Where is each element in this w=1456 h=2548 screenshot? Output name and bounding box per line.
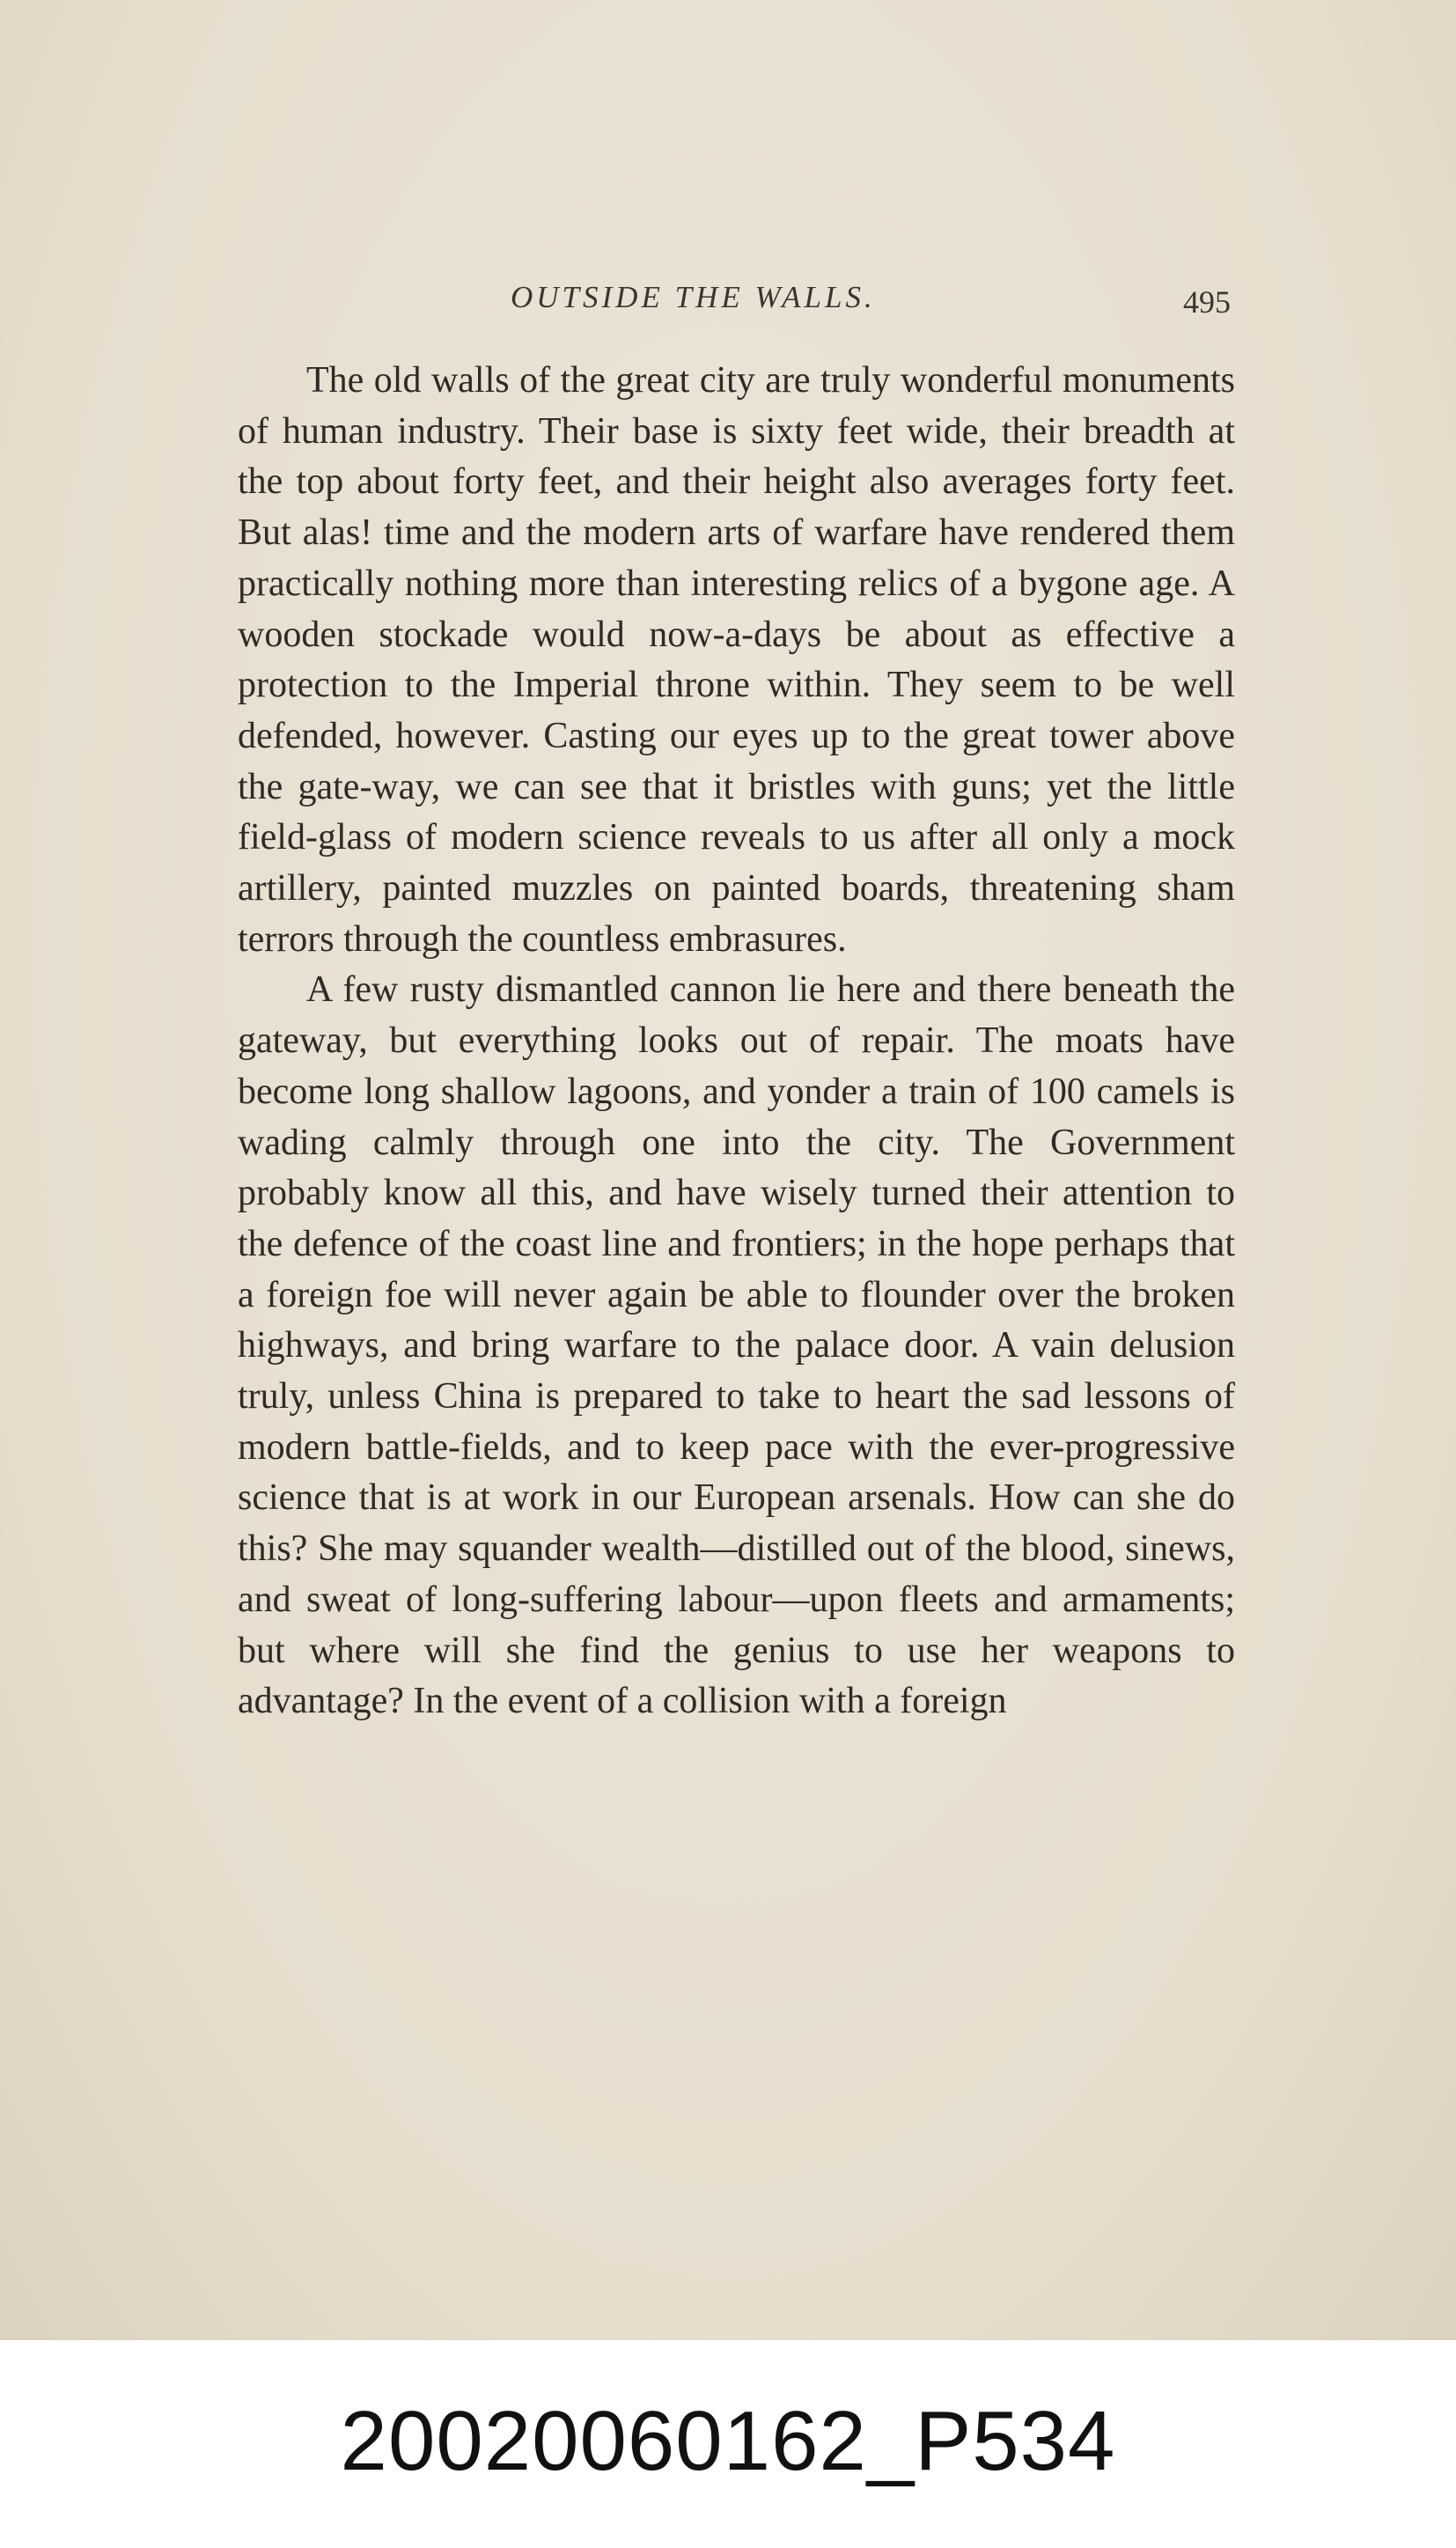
body-text <box>238 356 1235 1727</box>
page-number: 495 <box>1183 284 1231 320</box>
paragraph: The old walls of the great city are truly wonderful monuments of human industry. Their base is sixty feet wide, their breadth at the top about forty feet, and their height also averages forty feet. But alas! time and the modern arts of warfare have rendered them practically nothing more than interesting relics of a bygone age. A wooden stockade would now-a-days be about as effective a protection to the Imperial throne within. They seem to be well defended, however. Casting our eyes up to the great tower above the gate-way, we can see that it bristles with guns; yet the little field-glass of modern science reveals to us after all only a mock artillery, painted muzzles on painted boards, threatening sham terrors through the countless embrasures. <box>238 360 1235 960</box>
paragraph: A few rusty dismantled cannon lie here and there beneath the gateway, but everything looks out of repair. The moats have become long shallow lagoons, and yonder a train of 100 camels is wading calmly through one into the city. The Government probably know all this, and have wisely turned their attention to the defence of the coast line and frontiers; in the hope perhaps that a foreign foe will never again be able to flounder over the broken highways, and bring warfare to the palace door. A vain delusion truly, unless China is prepared to take to heart the sad lessons of modern battle-fields, and to keep pace with the ever-progressive science that is at work in our European arsenals. How can she do this? She may squander wealth—distilled out of the blood, sinews, and sweat of long-suffering labour—upon fleets and armaments; but where will she find the genius to use her weapons to advantage? In the event of a collision with a foreign <box>238 969 1235 1722</box>
scan-id-label: 20020060162_P534 <box>340 2394 1116 2488</box>
running-head: OUTSIDE THE WALLS. <box>511 280 876 314</box>
